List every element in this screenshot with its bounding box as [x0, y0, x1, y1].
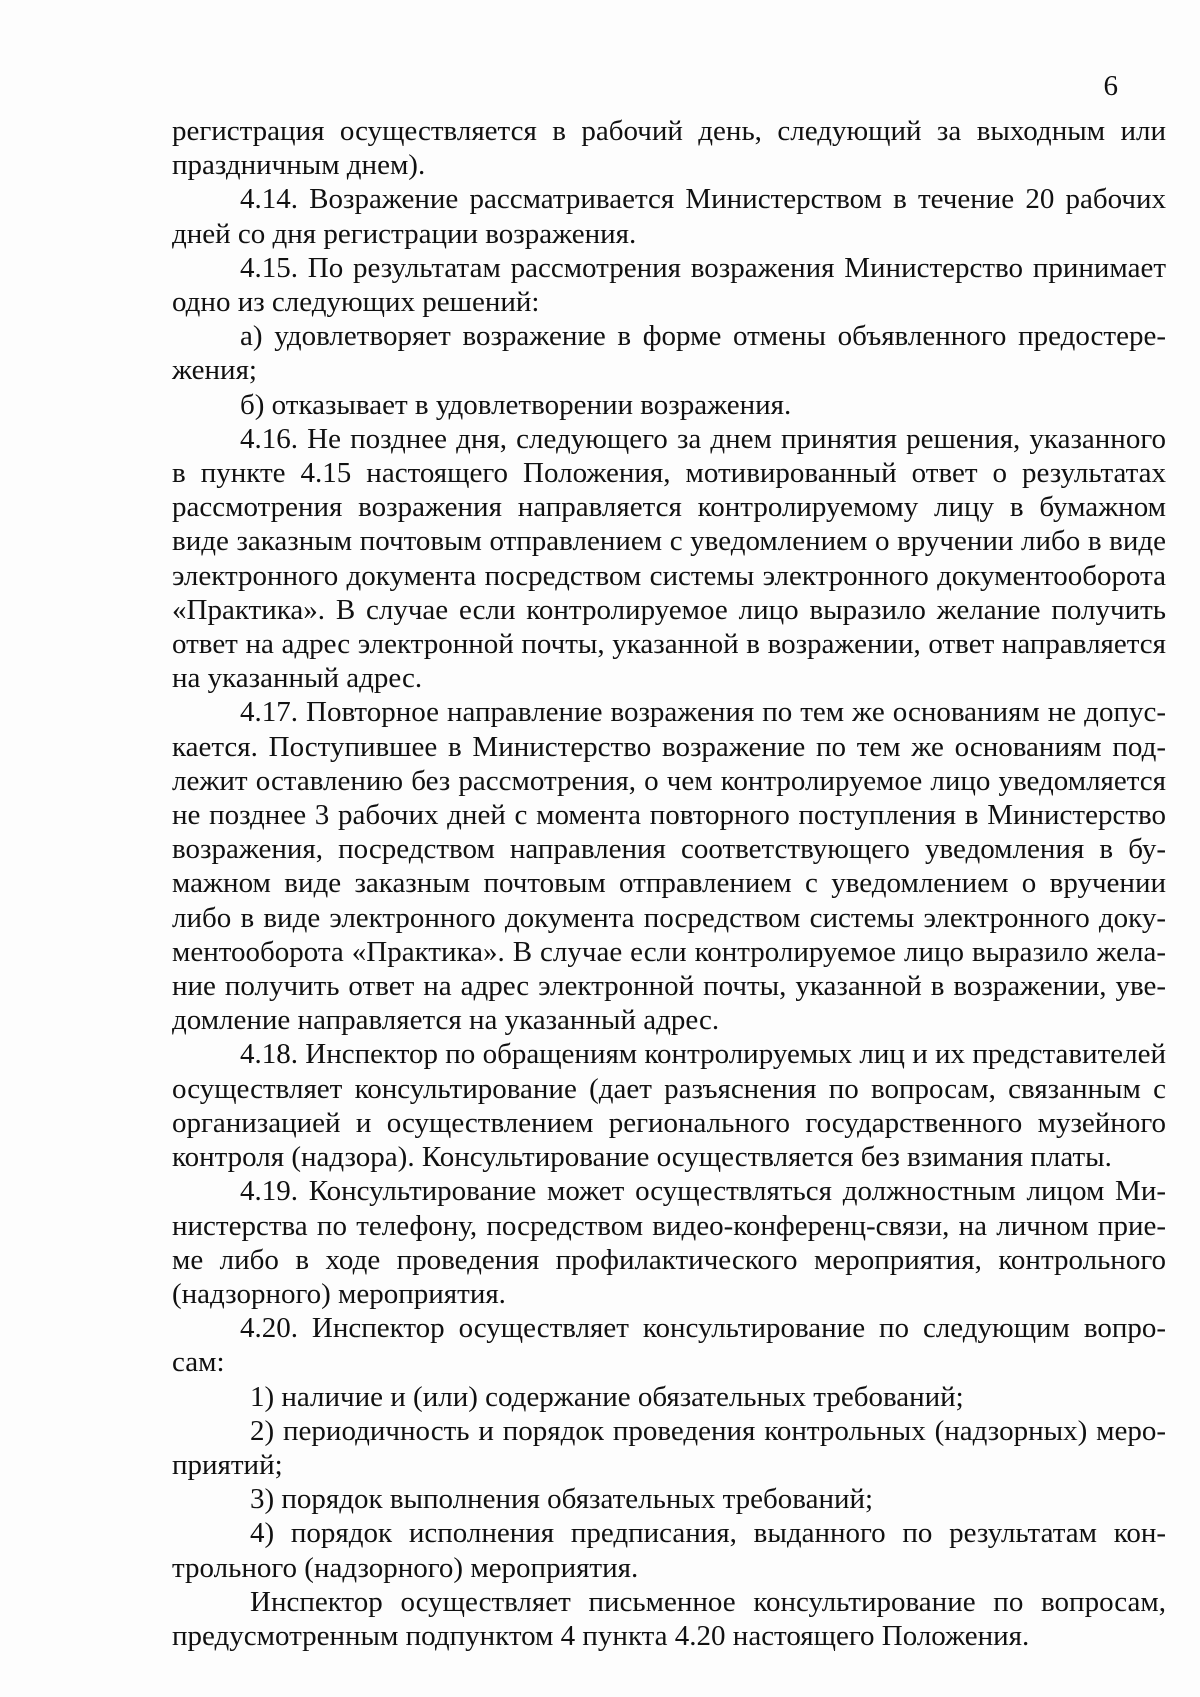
paragraph-4-17: 4.17. Повторное направление возражения по тем же основаниям не допус-кается. Поступившее в Министерство возражение по тем же основаниям под-лежит оставлению без рассмотрения, о чем контролируемое лицо уведомляется не позднее 3 рабочих дней с момента повторного поступления в Министерство возражения, посредством направления соответствующего уведомления в бу-мажном виде заказным почтовым отправлением с уведомлением о вручении либо в виде электронного документа посредством системы электронного доку-ментооборота «Практика». В случае если контролируемое лицо выразило жела-ние получить ответ на адрес электронной почты, указанной в возражении, уве-домление направляется на указанный адрес. — [172, 696, 1166, 1037]
paragraph-4-20-item-3: 3) порядок выполнения обязательных требований; — [250, 1483, 874, 1516]
page-number: 6 — [1103, 70, 1118, 102]
paragraph-4-20: 4.20. Инспектор осуществляет консультирование по следующим вопро-сам: — [172, 1312, 1166, 1379]
document-body — [172, 114, 1166, 1653]
paragraph-4-15-a: а) удовлетворяет возражение в форме отмены объявленного предостере-жения; — [172, 320, 1166, 387]
paragraph-4-15: 4.15. По результатам рассмотрения возражения Министерство принимает одно из следующих решений: — [172, 251, 1166, 319]
paragraph-4-16: 4.16. Не позднее дня, следующего за днем принятия решения, указанного в пункте 4.15 настоящего Положения, мотивированный ответ о результатах рассмотрения возражения направляется контролируемому лицу в бумажном виде заказным почтовым отправлением с уведомлением о вручении либо в виде электронного документа посредством системы электронного документооборота «Практика». В случае если контролируемое лицо выразило желание получить ответ на адрес электронной почты, указанной в возражении, ответ направляется на указанный адрес. — [172, 422, 1166, 695]
paragraph-4-15-b: б) отказывает в удовлетворении возражения. — [240, 388, 792, 421]
paragraph-4-20-item-1: 1) наличие и (или) содержание обязательных требований; — [250, 1380, 964, 1413]
paragraph-4-18: 4.18. Инспектор по обращениям контролируемых лиц и их представителей осуществляет консультирование (дает разъяснения по вопросам, связанным с организацией и осуществлением регионального государственного музейного контроля (надзора). Консультирование осуществляется без взимания платы. — [172, 1038, 1166, 1174]
paragraph-4-20-item-2: 2) периодичность и порядок проведения контрольных (надзорных) меро-приятий; — [172, 1414, 1166, 1481]
paragraph-4-20-item-4: 4) порядок исполнения предписания, выданного по результатам кон-трольного (надзорного) мероприятия. — [172, 1517, 1166, 1584]
paragraph-4-14: 4.14. Возражение рассматривается Министерством в течение 20 рабочих дней со дня регистрации возражения. — [172, 183, 1166, 250]
paragraph-registration-continuation: регистрация осуществляется в рабочий день, следующий за выходным или праздничным днем). — [172, 115, 1166, 182]
paragraph-4-19: 4.19. Консультирование может осуществляться должностным лицом Ми-нистерства по телефону, посредством видео-конференц-связи, на личном прие-ме либо в ходе проведения профилактического мероприятия, контрольного (надзорного) мероприятия. — [172, 1175, 1166, 1310]
paragraph-written-consultation: Инспектор осуществляет письменное консультирование по вопросам, предусмотренным подпунктом 4 пункта 4.20 настоящего Положения. — [172, 1585, 1166, 1652]
